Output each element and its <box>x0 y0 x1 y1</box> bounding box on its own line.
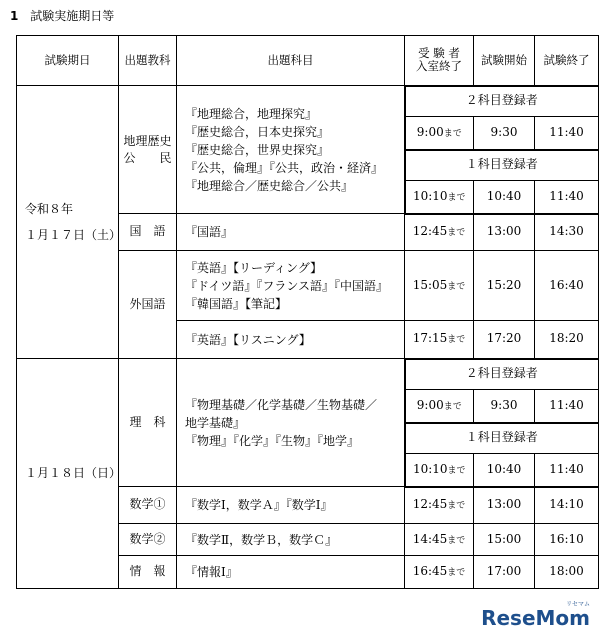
time-entry: 9:00まで <box>405 390 474 423</box>
section-heading <box>10 7 114 24</box>
day1-kokugo-subjects: 『国語』 <box>177 214 405 251</box>
day2-math2-group: 数学② <box>119 524 177 556</box>
header-subject-group: 出題教科 <box>119 36 177 86</box>
header-end: 試験終了 <box>535 36 599 86</box>
day2-science-group: 理 科 <box>119 359 177 487</box>
time-end: 11:40 <box>535 454 599 487</box>
day1-foreign-subjects-b: 『英語』【リスニング】 <box>177 321 405 359</box>
day1-geo-subjects: 『地理総合，地理探究』 『歴史総合，日本史探究』 『歴史総合，世界史探究』 『公共，倫理』『公共，政治・経済』 『地理総合／歴史総合／公共』 <box>177 86 405 214</box>
time-entry: 16:45まで <box>405 556 474 589</box>
header-entry: 受 験 者 入室終了 <box>405 36 474 86</box>
time-entry: 12:45まで <box>405 214 474 251</box>
logo-text: ReseMom <box>481 606 590 630</box>
time-end: 16:40 <box>535 251 599 321</box>
time-entry: 10:10まで <box>405 454 474 487</box>
header-start: 試験開始 <box>474 36 535 86</box>
time-end: 11:40 <box>535 117 599 150</box>
exam-schedule-table <box>16 35 599 589</box>
time-start: 10:40 <box>474 454 535 487</box>
day2-info-group: 情 報 <box>119 556 177 589</box>
time-start: 13:00 <box>474 487 535 524</box>
day2-math2-subjects: 『数学Ⅱ，数学Ｂ，数学Ｃ』 <box>177 524 405 556</box>
time-start: 15:20 <box>474 251 535 321</box>
day2-math1-subjects: 『数学Ⅰ，数学Ａ』『数学Ⅰ』 <box>177 487 405 524</box>
day1-date: 令和８年 １月１７日（土） <box>17 86 119 359</box>
time-start: 10:40 <box>474 181 535 214</box>
time-start: 17:00 <box>474 556 535 589</box>
time-start: 17:20 <box>474 321 535 359</box>
section-number: 1 <box>10 9 19 23</box>
day2-date: １月１８日（日） <box>17 359 119 589</box>
day2-math1-group: 数学① <box>119 487 177 524</box>
time-entry: 10:10まで <box>405 181 474 214</box>
time-entry: 9:00まで <box>405 117 474 150</box>
time-start: 9:30 <box>474 390 535 423</box>
day1-geo-one-label: １科目登録者 <box>405 150 599 181</box>
day2-science-subjects: 『物理基礎／化学基礎／生物基礎／ 地学基礎』 『物理』『化学』『生物』『地学』 <box>177 359 405 487</box>
logo-kana: リセマム <box>566 601 590 608</box>
day1-foreign-group: 外国語 <box>119 251 177 359</box>
time-end: 18:20 <box>535 321 599 359</box>
table-row <box>17 359 599 390</box>
day2-info-subjects: 『情報Ⅰ』 <box>177 556 405 589</box>
day1-geo-group: 地理歴史 公 民 <box>119 86 177 214</box>
time-end: 16:10 <box>535 524 599 556</box>
day1-geo-two-label: ２科目登録者 <box>405 86 599 117</box>
time-entry: 12:45まで <box>405 487 474 524</box>
time-end: 14:30 <box>535 214 599 251</box>
resemom-logo <box>481 601 590 630</box>
time-end: 14:10 <box>535 487 599 524</box>
time-end: 11:40 <box>535 390 599 423</box>
time-end: 11:40 <box>535 181 599 214</box>
time-end: 18:00 <box>535 556 599 589</box>
time-start: 13:00 <box>474 214 535 251</box>
time-entry: 17:15まで <box>405 321 474 359</box>
section-title: 試験実施期日等 <box>30 9 115 23</box>
day2-science-two-label: ２科目登録者 <box>405 359 599 390</box>
table-row <box>17 86 599 117</box>
time-start: 15:00 <box>474 524 535 556</box>
day1-kokugo-group: 国 語 <box>119 214 177 251</box>
time-entry: 15:05まで <box>405 251 474 321</box>
time-start: 9:30 <box>474 117 535 150</box>
header-row <box>17 36 599 86</box>
day1-foreign-subjects-a: 『英語』【リーディング】 『ドイツ語』『フランス語』『中国語』 『韓国語』【筆記】 <box>177 251 405 321</box>
header-date: 試験期日 <box>17 36 119 86</box>
day2-science-one-label: １科目登録者 <box>405 423 599 454</box>
time-entry: 14:45まで <box>405 524 474 556</box>
header-subjects: 出題科目 <box>177 36 405 86</box>
